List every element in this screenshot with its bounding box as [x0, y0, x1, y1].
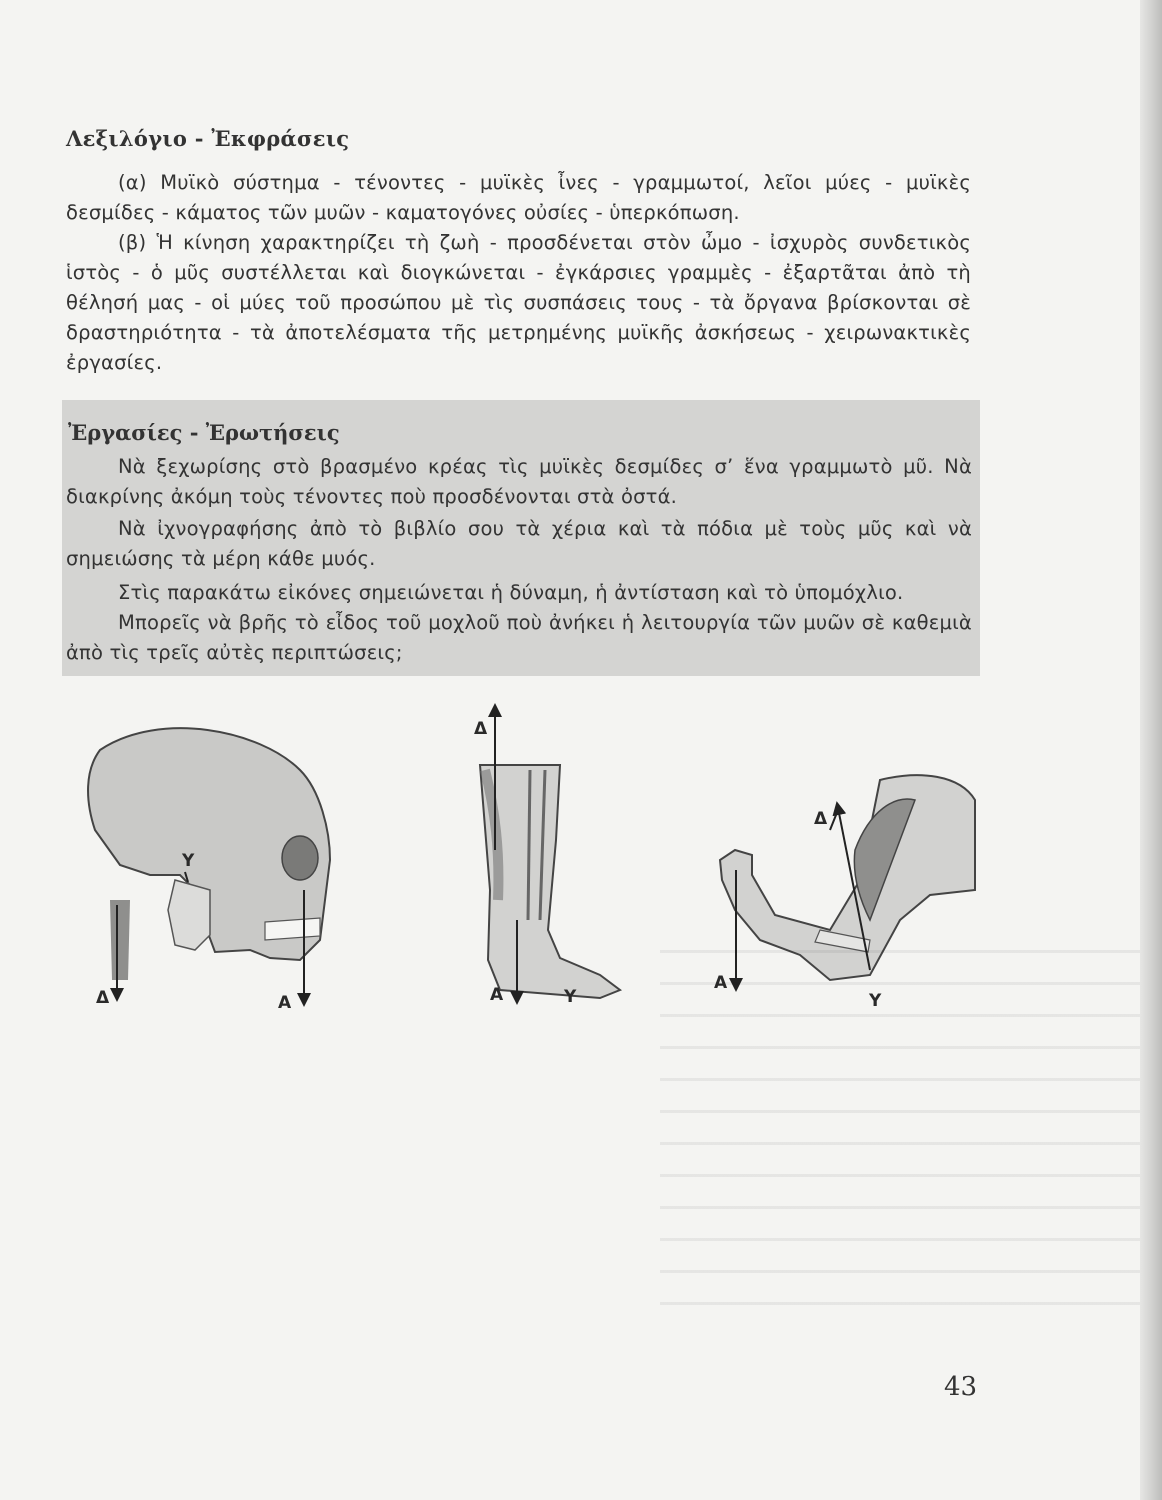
skull-figure: [88, 728, 330, 1013]
page-edge: [1140, 0, 1162, 1500]
task-1-text: Νὰ ξεχωρίσης στὸ βρασμένο κρέας τὶς μυϊκὲς δεσμίδες σ’ ἕνα γραμμωτὸ μῦ. Νὰ διακρίνης ἀκόμη τοὺς τένοντες ποὺ προσδένονται στὰ ὀστά.: [66, 455, 972, 508]
vocabulary-paragraph-a: [66, 168, 971, 228]
arm-resistance-label: A: [714, 973, 728, 993]
task-item-1: [66, 452, 972, 512]
skull-force-label: Δ: [96, 988, 110, 1008]
page-number: 43: [944, 1372, 978, 1402]
vocabulary-paragraph-b: [66, 228, 971, 378]
task-3-text: Στὶς παρακάτω εἰκόνες σημειώνεται ἡ δύναμη, ἡ ἀντίσταση καὶ τὸ ὑπομόχλιο.: [118, 581, 904, 604]
vocabulary-a-text: (α) Μυϊκὸ σύστημα - τένοντες - μυϊκὲς ἶνες - γραμμωτοί, λεῖοι μύες - μυϊκὲς δεσμίδες - κάματος τῶν μυῶν - καματογόνες οὐσίες - ὑπερκόπωση.: [66, 171, 971, 224]
bleed-through-texture: [660, 950, 1140, 1310]
task-item-2: [66, 514, 972, 574]
task-4-text: Μπορεῖς νὰ βρῆς τὸ εἶδος τοῦ μοχλοῦ ποὺ ἀνήκει ἡ λειτουργία τῶν μυῶν σὲ καθεμιὰ ἀπὸ τὶς τρεῖς αὐτὲς περιπτώσεις;: [66, 611, 972, 664]
arm-fulcrum-label: Y: [869, 991, 882, 1011]
leg-resistance-label: A: [490, 985, 504, 1005]
leg-figure: [474, 710, 620, 1007]
vocabulary-title: Λεξιλόγιο - Ἐκφράσεις: [66, 126, 350, 151]
leg-fulcrum-label: Y: [564, 987, 577, 1007]
task-item-3: [66, 578, 972, 608]
tasks-title: Ἐργασίες - Ἐρωτήσεις: [68, 420, 340, 445]
skull-fulcrum-label: Y: [182, 851, 195, 871]
leg-force-label: Δ: [474, 719, 488, 739]
arm-force-label: Δ: [814, 809, 828, 829]
vocabulary-b-text: (β) Ἡ κίνηση χαρακτηρίζει τὴ ζωὴ - προσδένεται στὸν ὦμο - ἰσχυρὸς συνδετικὸς ἱστὸς - ὁ μῦς συστέλλεται καὶ διογκώνεται - ἐγκάρσιες γραμμὲς - ἐξαρτᾶται ἀπὸ τὴ θέλησή μας - οἱ μύες τοῦ προσώπου μὲ τὶς συσπάσεις τους - τὰ ὄργανα βρίσκονται σὲ δραστηριότητα - τὰ ἀποτελέσματα τῆς μετρημένης μυϊκῆς ἀσκήσεως - χειρωνακτικὲς ἐργασίες.: [66, 231, 971, 374]
skull-resistance-label: A: [278, 993, 292, 1013]
task-2-text: Νὰ ἰχνογραφήσης ἀπὸ τὸ βιβλίο σου τὰ χέρια καὶ τὰ πόδια μὲ τοὺς μῦς καὶ νὰ σημειώσης τὰ μέρη κάθε μυός.: [66, 517, 972, 570]
task-item-4: [66, 608, 972, 668]
